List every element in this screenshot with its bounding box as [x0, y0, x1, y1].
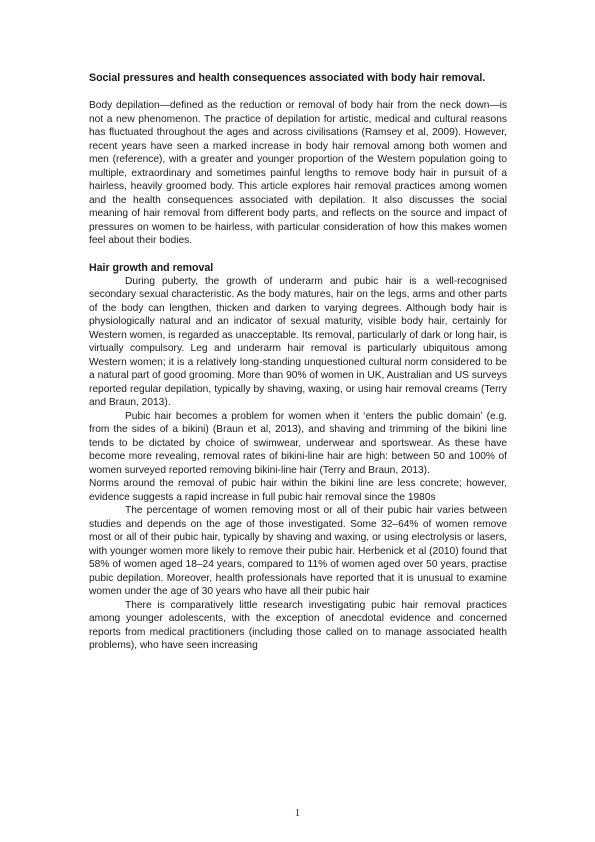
intro-paragraph: Body depilation—defined as the reduction or removal of body hair from the neck down—is not a new phenomenon. The practice of depilation for artistic, medical and cultural reasons has fluctuated throughout the ages and across civilisations (Ramsey et al, 2009). However, recent years have seen a marked increase in body hair removal among both women and men (reference), with a greater and younger proportion of the Western population going to multiple, extraordinary and sometimes painful lengths to remove body hair in pursuit of a hairless, heavily groomed body. This article explores hair removal practices among women and the health consequences associated with depilation. It also discusses the social meaning of hair removal from different body parts, and reflects on the source and impact of pressures on women to be hairless, with particular consideration of how this makes women feel about their bodies. — [89, 100, 507, 246]
body-paragraph: There is comparatively little research investigating pubic hair removal practices among younger adolescents, with the exception of anecdotal evidence and concerned reports from medical practitioners (including those called on to manage associated health problems), who have seen increasing — [89, 599, 507, 651]
body-paragraph: The percentage of women removing most or all of their pubic hair varies between studies and depends on the age of those investigated. Some 32–64% of women remove most or all of their pubic hair, typically by shaving and waxing, or using electrolysis or lasers, with younger women more likely to remove their pubic hair. Herbenick et al (2010) found that 58% of women aged 18–24 years, compared to 11% of women aged over 50 years, practise pubic depilation. Moreover, health professionals have reported that it is unusual to examine women under the age of 30 years who have all their pubic hair — [89, 505, 507, 597]
page-content — [89, 71, 507, 653]
section-heading: Hair growth and removal — [89, 261, 214, 274]
body-paragraph: Norms around the removal of pubic hair within the bikini line are less concrete; however, evidence suggests a rapid increase in full pubic hair removal since the 1980s — [89, 478, 507, 503]
document-title: Social pressures and health consequences associated with body hair removal. — [89, 72, 486, 84]
page-number: 1 — [295, 808, 300, 819]
body-paragraph: Pubic hair becomes a problem for women when it ‘enters the public domain’ (e.g. from the sides of a bikini) (Braun et al, 2013), and shaving and trimming of the bikini line tends to be dictated by choice of swimwear, underwear and sportswear. As these have become more revealing, removal rates of bikini-line hair are high: between 50 and 100% of women surveyed reported removing bikini-line hair (Terry and Braun, 2013). — [89, 410, 507, 476]
body-paragraph: During puberty, the growth of underarm and pubic hair is a well-recognised secondary sexual characteristic. As the body matures, hair on the legs, arms and other parts of the body can lengthen, thicken and darken to varying degrees. Although body hair is physiologically natural and an indicator of sexual maturity, visible body hair, certainly for Western women, is regarded as unacceptable. Its removal, particularly of dark or long hair, is virtually compulsory. Leg and underarm hair removal is particularly ubiquitous among Western women; it is a relatively long-standing unquestioned cultural norm considered to be a natural part of good grooming. More than 90% of women in UK, Australian and US surveys reported regular depilation, typically by shaving, waxing, or using hair removal creams (Terry and Braun, 2013). — [89, 275, 507, 408]
